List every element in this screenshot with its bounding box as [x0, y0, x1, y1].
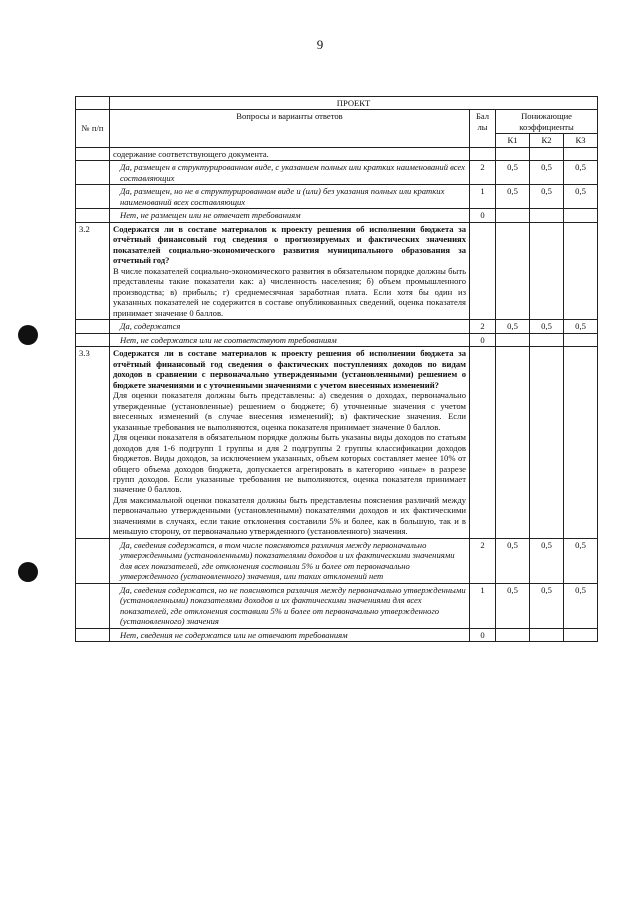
- table-row: [76, 147, 598, 160]
- question-header: Вопросы и варианты ответов: [110, 110, 470, 147]
- header-row: [76, 110, 598, 134]
- coef-header: Понижающие коэффициенты: [496, 110, 598, 134]
- answer-points: 1: [470, 583, 496, 628]
- answer-k1: 0,5: [496, 538, 530, 583]
- answer-text: Да, размещен в структурированном виде, с указанием полных или кратких наименований всех составляющих: [110, 161, 470, 185]
- answer-k1: 0,5: [496, 320, 530, 333]
- answer-text: Да, содержатся: [110, 320, 470, 333]
- k1-header: К1: [496, 134, 530, 147]
- answer-row: [76, 628, 598, 641]
- answer-k1: 0,5: [496, 185, 530, 209]
- criteria-table: [75, 96, 598, 642]
- num-header: № п/п: [76, 110, 110, 147]
- answer-k3: 0,5: [564, 320, 598, 333]
- question-number: 3.3: [76, 347, 110, 539]
- project-header: ПРОЕКТ: [110, 97, 598, 110]
- answer-points: 1: [470, 185, 496, 209]
- answer-row: [76, 333, 598, 346]
- question-paragraph: В числе показателей социально-экономического развития в обязательном порядке должны быть представлены такие показатели как: а) численность населения; б) объем промышленного производства; в) прибыль; г) среднемесячная заработная плата. Если хотя бы один из указанных показателей не содержится в составе опубликованных сведений, оценка показателя принимает значение 0 баллов.: [113, 265, 466, 318]
- answer-row: [76, 538, 598, 583]
- answer-row: [76, 320, 598, 333]
- answer-points: 0: [470, 628, 496, 641]
- question-row: [76, 347, 598, 539]
- question-row: [76, 222, 598, 319]
- k2-header: К2: [530, 134, 564, 147]
- answer-text: Да, размещен, но не в структурированном виде и (или) без указания полных или кратких наименований всех составляющих: [110, 185, 470, 209]
- question-title: Содержатся ли в составе материалов к проекту решения об исполнении бюджета за отчётный финансовый год сведения о фактических поступлениях доходов по видам доходов в сравнении с первоначально утвержденными (установленными) решением о бюджете значениями и с уточненными значениями с учетом внесенных изменений?: [113, 348, 466, 390]
- page-number: 9: [316, 37, 324, 52]
- question-paragraph: Для оценки показателя в обязательном порядке должны быть указаны виды доходов по статьям доходов для 1-6 подгрупп 1 группы и для 2 подгруппы 2 группы классификации доходов бюджетов. Виды доходов, за исключением указанных, объем которых составляет менее 10% от общего объема доходов бюджета, допускается агрегировать в категорию «иные» в разрезе групп доходов. Если указанные требования не выполняются, оценка показателя принимает значение 0 баллов.: [113, 432, 466, 495]
- header-row: [76, 97, 598, 110]
- answer-row: [76, 583, 598, 628]
- question-number: 3.2: [76, 222, 110, 319]
- answer-k2: 0,5: [530, 538, 564, 583]
- answer-k1: 0,5: [496, 583, 530, 628]
- question-paragraph: Для максимальной оценки показателя должны быть представлены пояснения различий между первоначально утвержденными (установленными) показателями доходов и их фактическими значениями в случаях, если такие отклонения составили 5% и более, как в большую, так и в меньшую сторону, от первоначально утвержденного (установленного) значения.: [113, 494, 466, 537]
- answer-k1: 0,5: [496, 161, 530, 185]
- answer-row: [76, 209, 598, 222]
- answer-text: Да, сведения содержатся, но не поясняются различия между первоначально утвержденными (установленными) показателями доходов и их фактическими значениями для всех показателей, где отклонения составили 5% и более от первоначально утвержденного (установленного) значения: [110, 583, 470, 628]
- answer-k2: 0,5: [530, 161, 564, 185]
- answer-k3: 0,5: [564, 583, 598, 628]
- answer-k2: 0,5: [530, 583, 564, 628]
- answer-k2: 0,5: [530, 320, 564, 333]
- punch-hole-icon: [18, 325, 38, 345]
- punch-hole-icon: [18, 562, 38, 582]
- points-header: Бал лы: [470, 110, 496, 147]
- answer-row: [76, 161, 598, 185]
- answer-points: 0: [470, 209, 496, 222]
- answer-text: Нет, не размещен или не отвечает требованиям: [110, 209, 470, 222]
- answer-text: Нет, не содержатся или не соответствуют требованиям: [110, 333, 470, 346]
- answer-k3: 0,5: [564, 161, 598, 185]
- cont-text: содержание соответствующего документа.: [110, 147, 470, 160]
- answer-points: 2: [470, 161, 496, 185]
- answer-text: Да, сведения содержатся, в том числе поясняются различия между первоначально утвержденными (установленными) показателями доходов и их фактическими значениями для всех показателей, где отклонения составили 5% и более от первоначально утвержденного (установленного) значения, или таких отклонений нет: [110, 538, 470, 583]
- answer-k2: 0,5: [530, 185, 564, 209]
- answer-points: 2: [470, 320, 496, 333]
- answer-points: 0: [470, 333, 496, 346]
- answer-k3: 0,5: [564, 538, 598, 583]
- question-title: Содержатся ли в составе материалов к проекту решения об исполнении бюджета за отчётный финансовый год сведения о прогнозируемых и фактических значениях показателей социально-экономического развития муниципального образования за отчетный год?: [113, 223, 466, 266]
- answer-row: [76, 185, 598, 209]
- question-paragraph: Для оценки показателя должны быть представлены: а) сведения о доходах, первоначально утвержденные (установленные) решением о бюджете; б) уточненные значения с учетом внесенных изменений (в случае внесения изменений); в) фактические значения. Если указанные требования не выполняются, оценка показателя принимает значение 0 баллов.: [113, 390, 466, 432]
- answer-k3: 0,5: [564, 185, 598, 209]
- answer-points: 2: [470, 538, 496, 583]
- k3-header: К3: [564, 134, 598, 147]
- answer-text: Нет, сведения не содержатся или не отвечают требованиям: [110, 628, 470, 641]
